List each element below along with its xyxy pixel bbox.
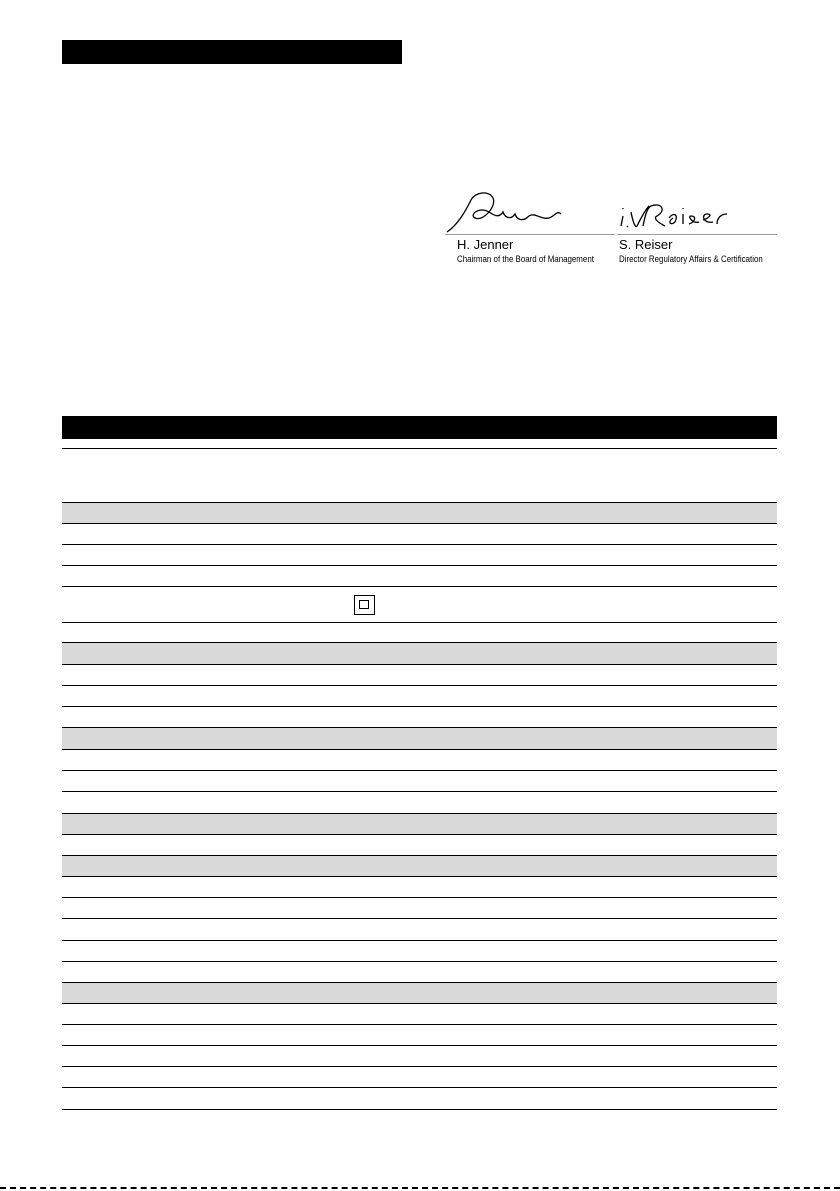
table-section-row <box>62 856 777 877</box>
table-row <box>62 919 777 941</box>
table-row <box>62 566 777 587</box>
table-section-row <box>62 983 777 1004</box>
protection-class-ii-inner-square <box>359 600 369 609</box>
table-row <box>62 1025 777 1046</box>
table-row <box>62 941 777 962</box>
table-row <box>62 877 777 898</box>
table-row <box>62 707 777 728</box>
table-row <box>62 665 777 686</box>
table-row <box>62 1067 777 1088</box>
signature-block-jenner <box>445 188 615 265</box>
table-row <box>62 545 777 566</box>
signature-block-reiser <box>617 188 777 265</box>
table-section-row <box>62 728 777 750</box>
table-row <box>62 898 777 919</box>
signature-image-jenner <box>445 188 615 234</box>
page-bottom-dashed-line <box>0 1187 840 1189</box>
signature-line <box>617 234 777 235</box>
signatory-name: S. Reiser <box>619 237 673 252</box>
table-section-row <box>62 643 777 665</box>
table-row <box>62 449 777 503</box>
table-row <box>62 962 777 983</box>
table-row <box>62 1046 777 1067</box>
title-bar-redacted <box>62 40 402 64</box>
table-row <box>62 835 777 856</box>
table-row <box>62 750 777 771</box>
table-section-row <box>62 814 777 835</box>
table-row <box>62 1004 777 1025</box>
table-top-rule <box>62 448 777 449</box>
signatory-name: H. Jenner <box>457 237 514 252</box>
signatory-title: Chairman of the Board of Management <box>457 254 594 264</box>
table-row <box>62 792 777 814</box>
signatory-title: Director Regulatory Affairs & Certification <box>619 254 763 264</box>
table-row <box>62 686 777 707</box>
table-section-row <box>62 503 777 524</box>
table-row <box>62 623 777 643</box>
table-row <box>62 771 777 792</box>
table-row <box>62 1088 777 1110</box>
protection-class-ii-icon <box>354 595 375 615</box>
table-row <box>62 587 777 623</box>
table-header-bar <box>62 416 777 439</box>
signature-line <box>445 234 615 235</box>
table-row <box>62 524 777 545</box>
signature-image-reiser <box>617 188 777 234</box>
